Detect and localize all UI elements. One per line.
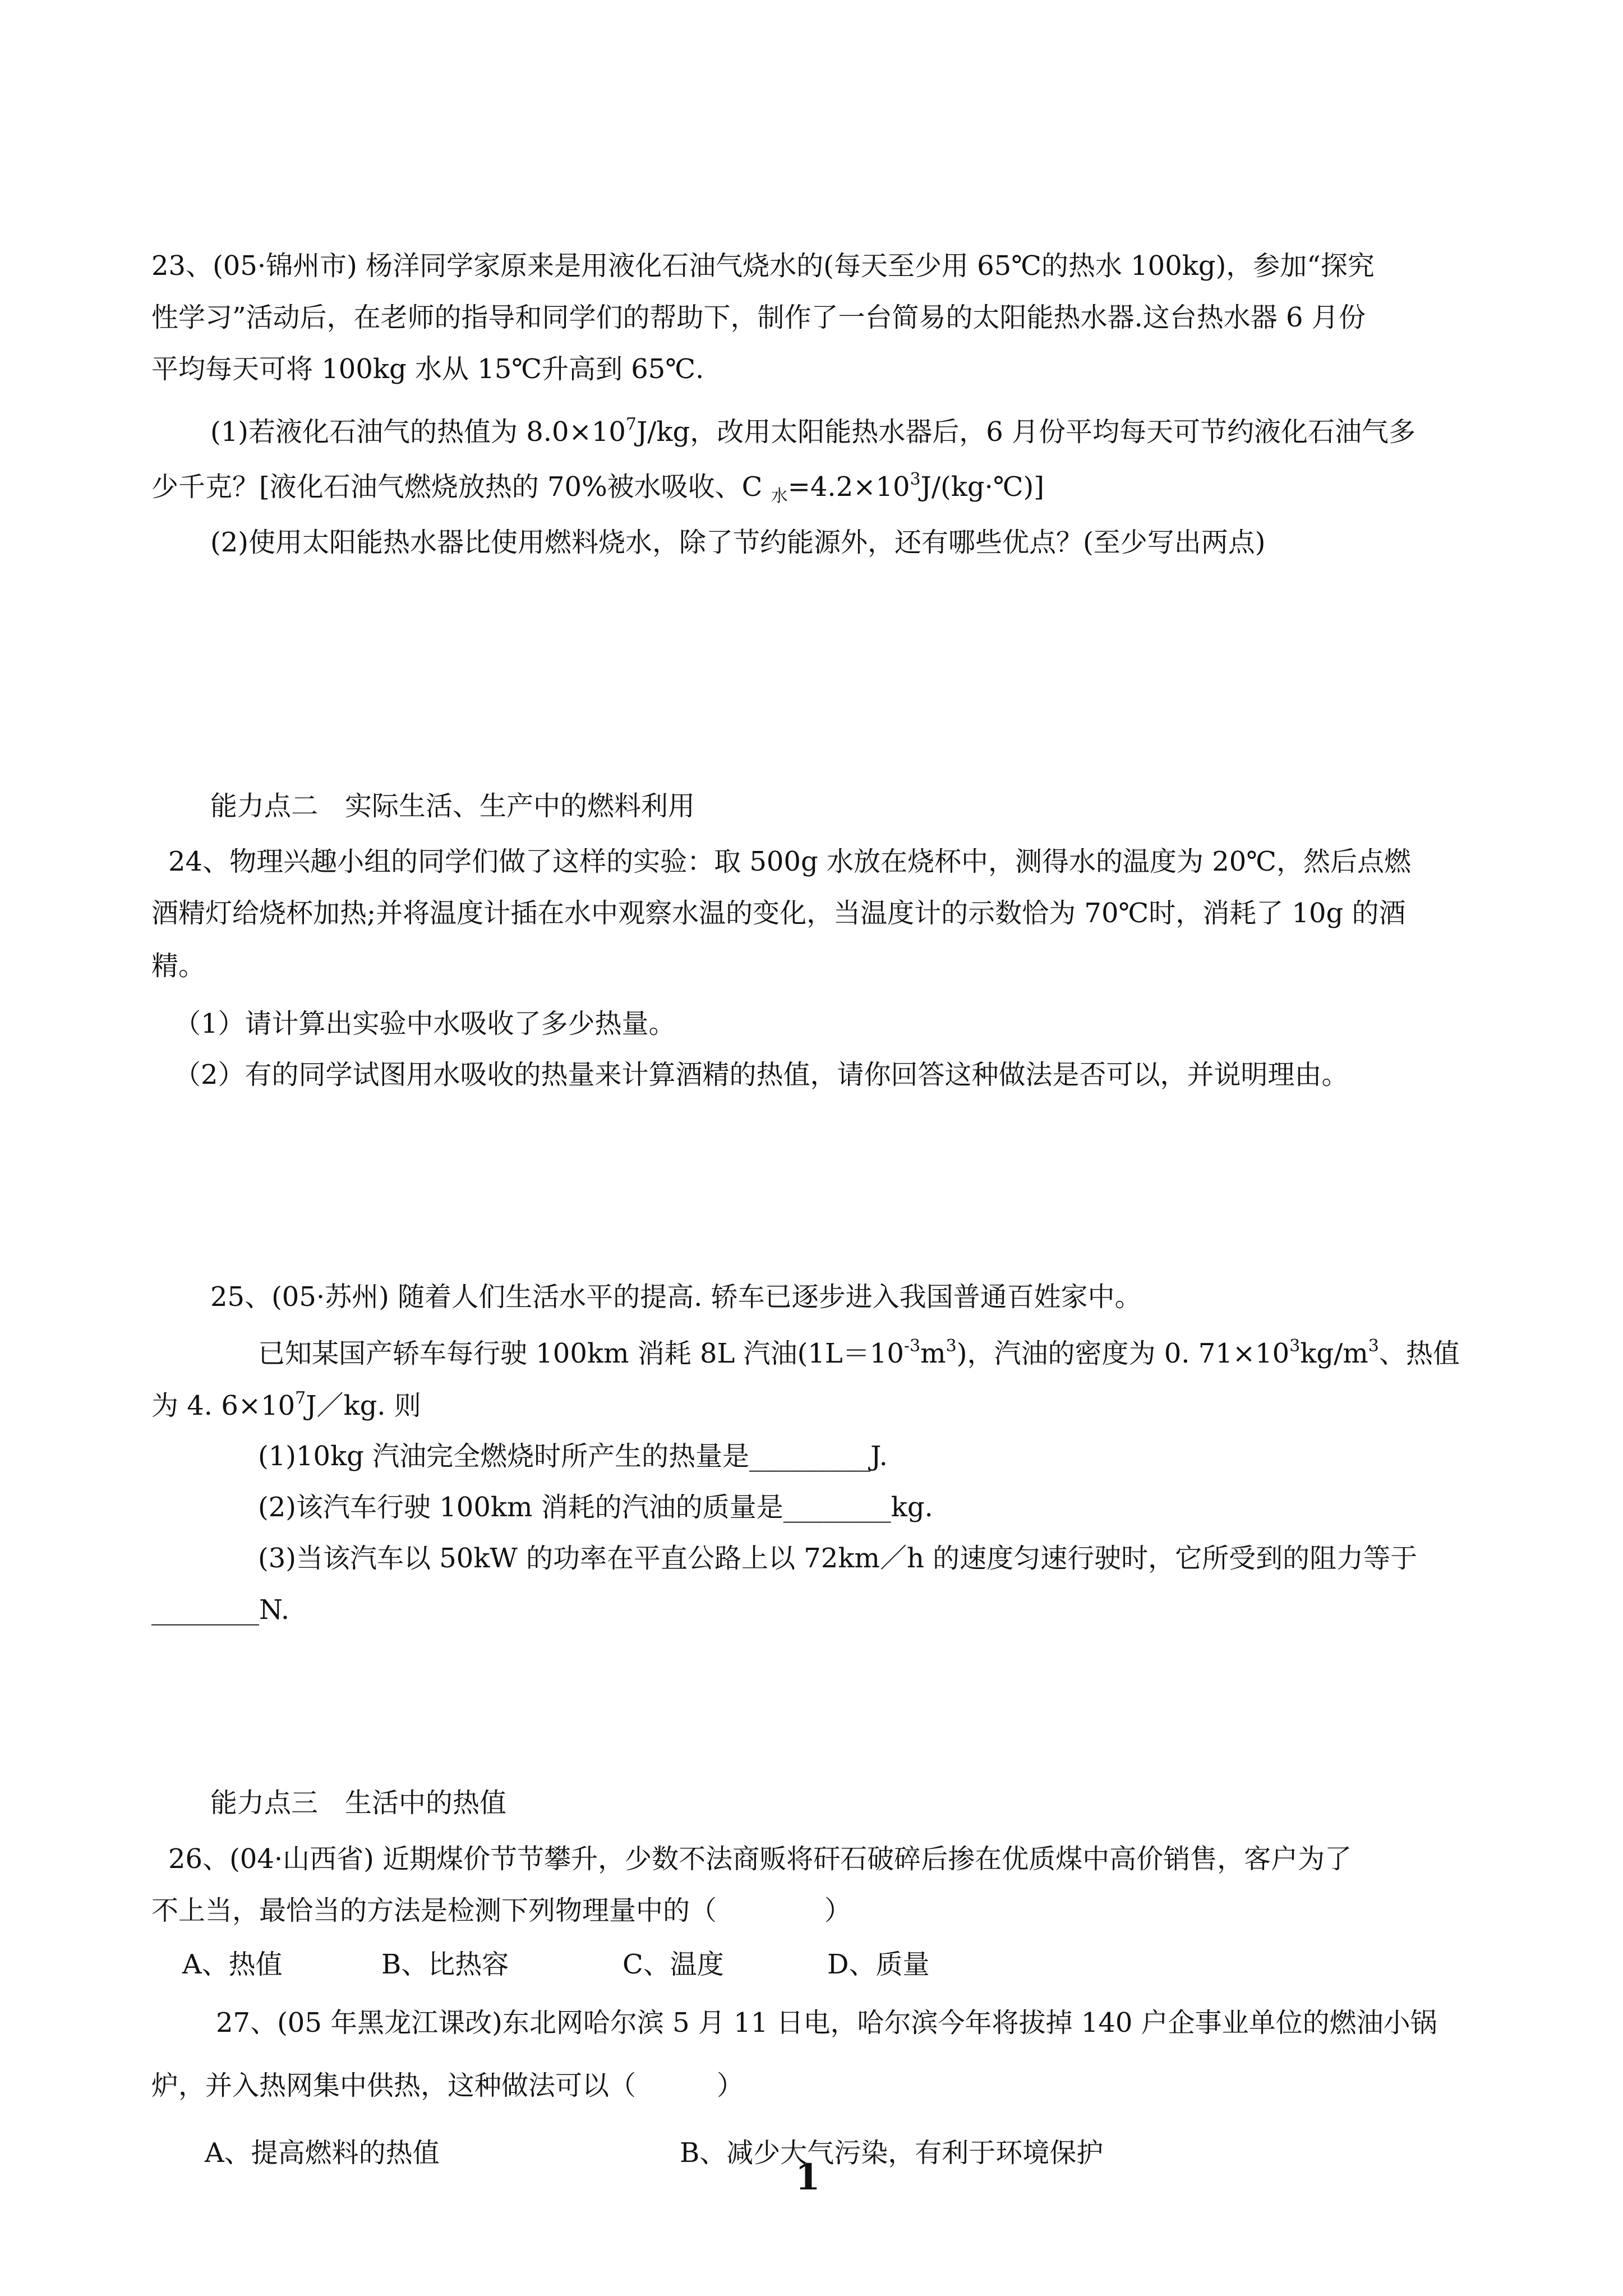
q27-line-2: 炉，并入热网集中供热，这种做法可以（ ） [151,2070,744,2101]
page-number: 1 [795,2156,820,2198]
q24-line-3: 精。 [151,950,206,982]
q26-option-c: C、温度 [623,1949,724,1980]
q23-part-1-line-2 [151,471,1044,505]
q26-option-a: A、热值 [182,1949,283,1980]
q25-line-3-text-a: 为 4. 6×10 [151,1390,296,1421]
q25-exponent-1: -3 [903,1336,921,1356]
q25-exponent-5: 7 [295,1388,306,1408]
q24-line-1: 24、物理兴趣小组的同学们做了这样的实验：取 500g 水放在烧杯中，测得水的温度为 20℃，然后点燃 [168,846,1411,877]
q24-part-2: （2）有的同学试图用水吸收的热量来计算酒精的热值，请你回答这种做法是否可以，并说明理由。 [174,1059,1349,1091]
q25-line-3-text-b: J／kg. 则 [306,1390,421,1421]
q26-option-d: D、质量 [827,1949,930,1980]
q24-line-2: 酒精灯给烧杯加热;并将温度计插在水中观察水温的变化，当温度计的示数恰为 70℃时，消耗了 10g 的酒 [151,898,1406,929]
q25-part-3-continued: ________N. [151,1594,290,1626]
q25-line-3 [151,1390,421,1419]
q23-line-1: 23、(05·锦州市) 杨洋同学家原来是用液化石油气烧水的(每天至少用 65℃的热水 100kg)，参加“探究 [151,250,1375,282]
q23-part-1-text-c: 少千克？[液化石油气燃烧放热的 70%被水吸收、C [151,471,771,503]
q25-line-2-text-d: kg/m [1300,1338,1368,1369]
q25-exponent-2: 3 [946,1336,957,1356]
q26-line-2: 不上当，最恰当的方法是检测下列物理量中的（ ） [151,1895,852,1926]
q25-line-2-text-a: 已知某国产轿车每行驶 100km 消耗 8L 汽油(1L＝10 [258,1338,904,1369]
q25-exponent-4: 3 [1368,1336,1379,1356]
q23-part-1-line-1 [210,415,1416,448]
q27-line-1: 27、(05 年黑龙江课改)东北网哈尔滨 5 月 11 日电，哈尔滨今年将拔掉 140 户企事业单位的燃油小锅 [216,2007,1437,2039]
q23-part-1-text-a: (1)若液化石油气的热值为 8.0×10 [210,416,626,448]
q25-line-2-text-c: )，汽油的密度为 0. 71×10 [956,1338,1290,1369]
q23-part-1-exponent-2: 3 [910,470,921,489]
q23-part-1-exponent: 7 [625,415,637,434]
q27-option-b: B、减少大气污染，有利于环境保护 [680,2137,1104,2169]
section-3-title: 能力点三 生活中的热值 [210,1787,507,1819]
q23-line-2: 性学习”活动后，在老师的指导和同学们的帮助下，制作了一台简易的太阳能热水器.这台热水器 6 月份 [151,302,1366,333]
q25-line-2-text-b: m [920,1338,946,1369]
q23-part-1-text-e: J/(kg·℃)] [920,471,1044,503]
q23-line-3: 平均每天可将 100kg 水从 15℃升高到 65℃. [151,353,704,385]
q23-part-2: (2)使用太阳能热水器比使用燃料烧水，除了节约能源外，还有哪些优点？(至少写出两点) [210,527,1266,558]
q24-part-1: （1）请计算出实验中水吸收了多少热量。 [174,1008,676,1039]
q25-part-1: (1)10kg 汽油完全燃烧时所产生的热量是_________J. [258,1441,888,1472]
q25-part-3: (3)当该汽车以 50kW 的功率在平直公路上以 72km／h 的速度匀速行驶时，它所受到的阻力等于 [258,1543,1418,1574]
q23-part-1-subscript: 水 [771,486,788,506]
q25-exponent-3: 3 [1289,1336,1301,1356]
q25-line-2 [258,1338,1460,1367]
q25-line-1: 25、(05·苏州) 随着人们生活水平的提高. 轿车已逐步进入我国普通百姓家中。 [210,1281,1142,1313]
q23-part-1-text-b: J/kg，改用太阳能热水器后，6 月份平均每天可节约液化石油气多 [636,416,1416,448]
q26-option-b: B、比热容 [381,1949,509,1980]
q26-line-1: 26、(04·山西省) 近期煤价节节攀升，少数不法商贩将矸石破碎后掺在优质煤中高价销售，客户为了 [168,1843,1352,1875]
q25-line-2-text-e: 、热值 [1378,1338,1460,1369]
section-2-title: 能力点二 实际生活、生产中的燃料利用 [210,790,695,822]
q25-part-2: (2)该汽车行驶 100km 消耗的汽油的质量是________kg. [258,1492,933,1523]
q23-part-1-text-d: =4.2×10 [787,471,910,503]
q27-option-a: A、提高燃料的热值 [205,2137,440,2169]
